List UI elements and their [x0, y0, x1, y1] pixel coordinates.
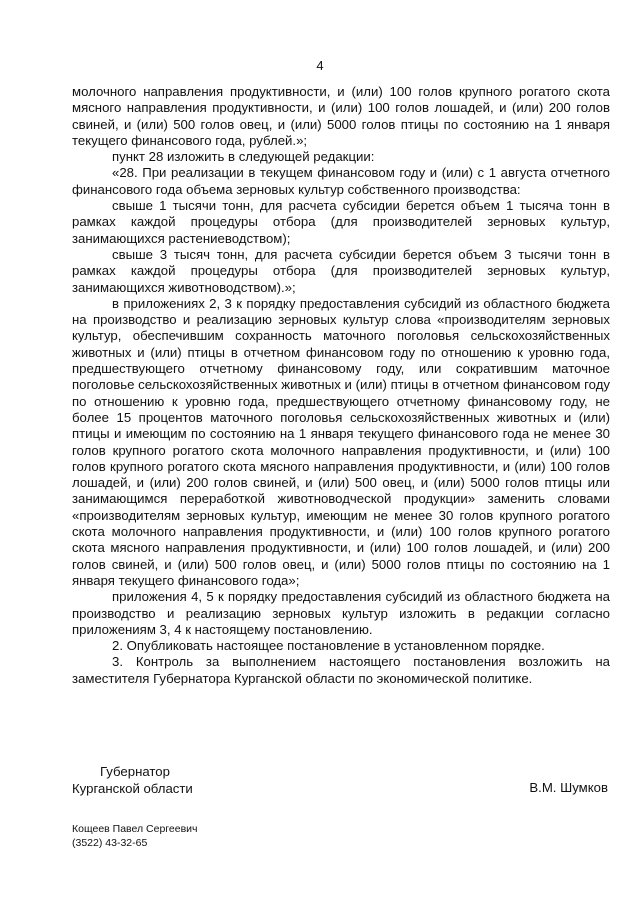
document-body [72, 84, 610, 687]
executor-phone: (3522) 43-32-65 [72, 836, 148, 849]
paragraph-over-1-thousand: свыше 1 тысячи тонн, для расчета субсидии берется объем 1 тысяча тонн в рамках каждой процедуры отбора (для производителей зерновых культур, занимающихся растениеводством); [72, 198, 610, 246]
executor-block [72, 823, 198, 850]
signatory-title-line1: Губернатор [100, 764, 170, 779]
signatory-title-line2: Курганской области [72, 780, 193, 796]
paragraph-appendix-2-3: в приложениях 2, 3 к порядку предоставления субсидий из областного бюджета на производство и реализацию зерновых культур слова «производителям зерновых культур, обеспечившим сохранность маточного поголовья сельскохозяйственных животных и (или) птицы в отчетном финансовом году по отношению к уровню года, предшествующего отчетному финансовому году, или сократившим маточное поголовье сельскохозяйственных животных и (или) птицы в отчетном финансовом году по отношению к уровню года, предшествующего отчетному финансовому году, не более 15 процентов маточного поголовья сельскохозяйственных животных и (или) птицы и имеющим по состоянию на 1 января текущего финансового года не менее 30 голов крупного рогатого скота молочного направления продуктивности, и (или) 100 голов крупного рогатого скота мясного направления продуктивности, и (или) 100 голов лошадей, и (или) 200 голов свиней, и (или) 500 овец, и (или) 5000 голов птицы или занимающимся переработкой животноводческой продукции» заменить словами «производителям зерновых культур, имеющим не менее 30 голов крупного рогатого скота молочного направления продуктивности, и (или) 100 голов крупного рогатого скота мясного направления продуктивности, и (или) 100 голов лошадей, и (или) 200 голов свиней, и (или) 500 голов овец, и (или) 5000 голов птицы по состоянию на 1 января текущего финансового года»; [72, 295, 610, 588]
paragraph-over-3-thousand: свыше 3 тысяч тонн, для расчета субсидии берется объем 3 тысячи тонн в рамках каждой процедуры отбора (для производителей зерновых культур, занимающихся животноводством).»; [72, 246, 610, 295]
paragraph-point-28: «28. При реализации в текущем финансовом году и (или) с 1 августа отчетного финансового года объема зерновых культур собственного производства: [72, 165, 610, 197]
paragraph-point-28-intro: пункт 28 изложить в следующей редакции: [112, 149, 375, 165]
page-number: 4 [316, 58, 324, 73]
signatory-title [72, 764, 193, 797]
paragraph-control: 3. Контроль за выполнением настоящего постановления возложить на заместителя Губернатора Курганской области по экономической политике. [72, 654, 610, 686]
paragraph-appendix-4-5: приложения 4, 5 к порядку предоставления субсидий из областного бюджета на производство и реализацию зерновых культур изложить в редакции согласно приложениям 3, 4 к настоящему постановлению. [72, 589, 610, 637]
signatory-name: В.М. Шумков [529, 780, 608, 795]
executor-name: Кощеев Павел Сергеевич [72, 823, 198, 835]
paragraph-continuation: молочного направления продуктивности, и (или) 100 голов крупного рогатого скота мясного направления продуктивности, и (или) 100 голов лошадей, и (или) 200 голов свиней, и (или) 500 голов овец, и (или) 5000 голов птицы по состоянию на 1 января текущего финансового года, рублей.»; [72, 84, 610, 148]
paragraph-publish: 2. Опубликовать настоящее постановление в установленном порядке. [112, 638, 545, 654]
